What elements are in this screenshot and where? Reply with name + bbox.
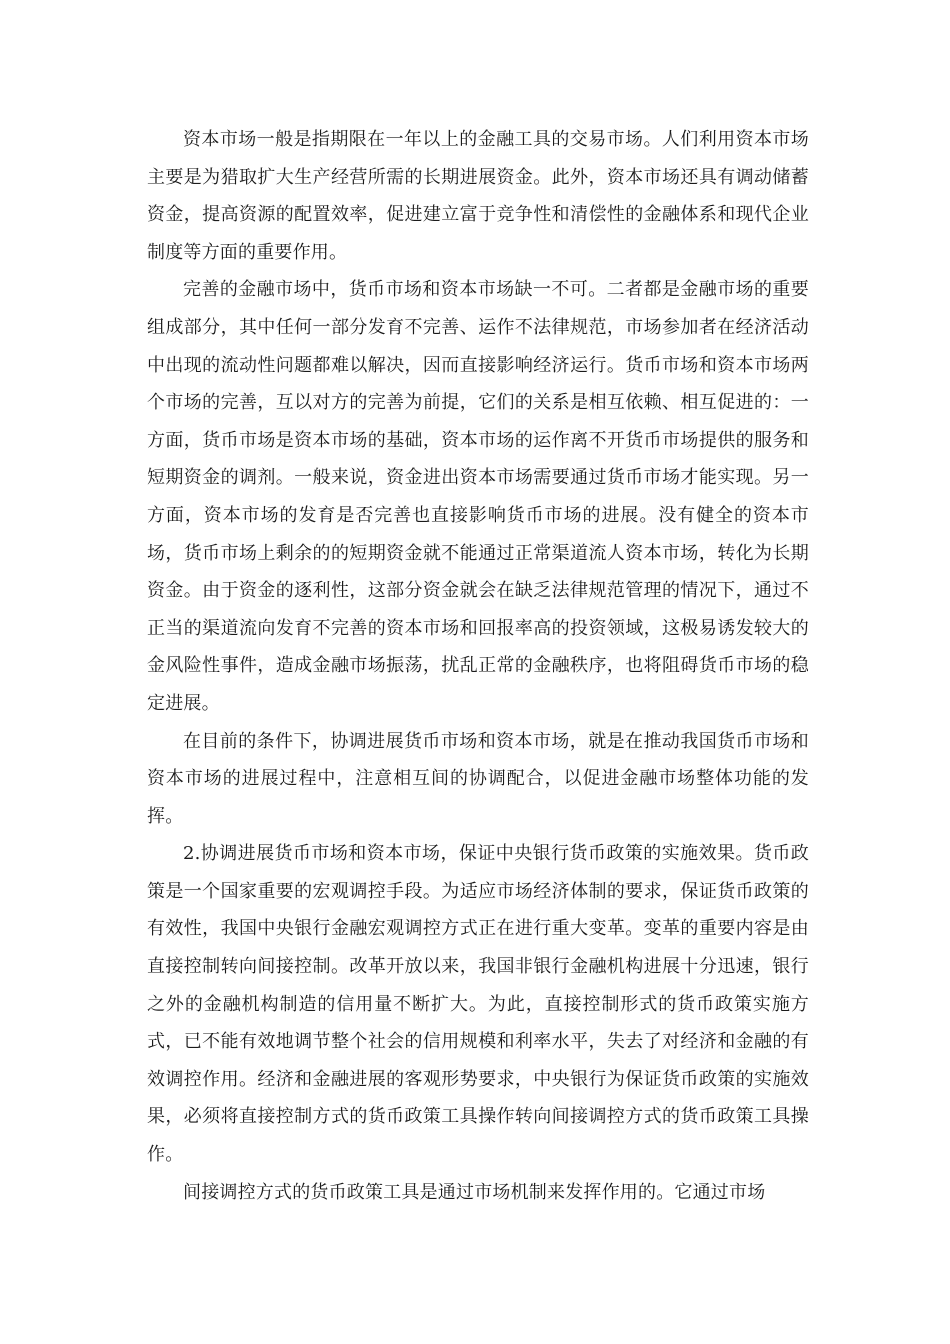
paragraph-capital-market-definition: 资本市场一般是指期限在一年以上的金融工具的交易市场。人们利用资本市场主要是为猎取扩大生产经营所需的长期进展资金。此外，资本市场还具有调动储蓄资金，提高资源的配置效率，促进建立富于竞争性和清偿性的金融体系和现代企业制度等方面的重要作用。 — [147, 129, 809, 263]
document-body — [147, 121, 809, 1211]
paragraph-money-and-capital-markets: 完善的金融市场中，货币市场和资本市场缺一不可。二者都是金融市场的重要组成部分，其中任何一部分发育不完善、运作不法律规范，市场参加者在经济活动中出现的流动性问题都难以解决，因而直接影响经济运行。货币市场和资本市场两个市场的完善，互以对方的完善为前提，它们的关系是相互依赖、相互促进的：一方面，货币市场是资本市场的基础，资本市场的运作离不开货币市场提供的服务和短期资金的调剂。一般来说，资金进出资本市场需要通过货币市场才能实现。另一方面，资本市场的发育是否完善也直接影响货币市场的进展。没有健全的资本市场，货币市场上剩余的的短期资金就不能通过正常渠道流人资本市场，转化为长期资金。由于资金的逐利性，这部分资金就会在缺乏法律规范管理的情况下，通过不正当的渠道流向发育不完善的资本市场和回报率高的投资领域，这极易诱发较大的金风险性事件，造成金融市场振荡，扰乱正常的金融秩序，也将阻碍货币市场的稳定进展。 — [147, 279, 809, 714]
paragraph-monetary-policy: 2.协调进展货币市场和资本市场，保证中央银行货币政策的实施效果。货币政策是一个国家重要的宏观调控手段。为适应市场经济体制的要求，保证货币政策的有效性，我国中央银行金融宏观调控方式正在进行重大变革。变革的重要内容是由直接控制转向间接控制。改革开放以来，我国非银行金融机构进展十分迅速，银行之外的金融机构制造的信用量不断扩大。为此，直接控制形式的货币政策实施方式，已不能有效地调节整个社会的信用规模和利率水平，失去了对经济和金融的有效调控作用。经济和金融进展的客观形势要求，中央银行为保证货币政策的实施效果，必须将直接控制方式的货币政策工具操作转向间接调控方式的货币政策工具操作。 — [147, 843, 809, 1166]
paragraph-current-conditions: 在目前的条件下，协调进展货币市场和资本市场，就是在推动我国货币市场和资本市场的进展过程中，注意相互间的协调配合，以促进金融市场整体功能的发挥。 — [147, 730, 809, 827]
paragraph-indirect-control: 间接调控方式的货币政策工具是通过市场机制来发挥作用的。它通过市场 — [183, 1181, 766, 1203]
